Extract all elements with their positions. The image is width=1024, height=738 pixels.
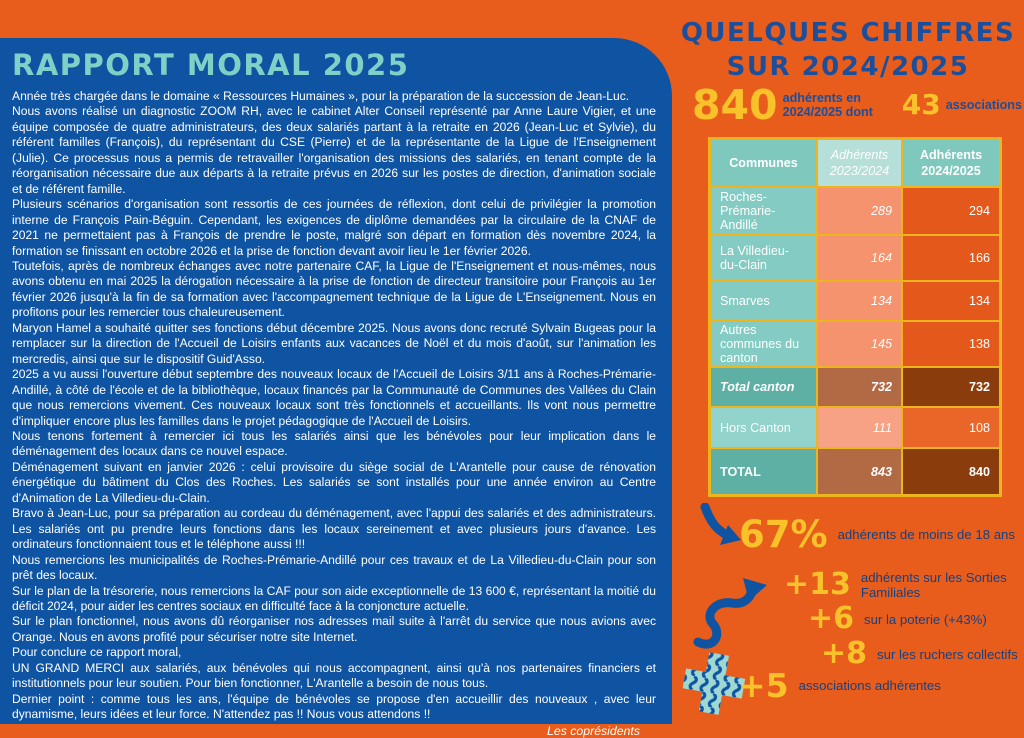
stat-value: +5 [738,666,789,705]
report-body [12,89,656,723]
stat-value: 67% [739,513,828,556]
paragraph: Dernier point : comme tous les ans, l'équipe de bénévoles se propose d'en accueillir des nouveaux , avec leur dynamisme, leurs idées et leur force. N'attendez pas !! Nous vous attendons !! [12,691,656,722]
stat-label: sur la poterie (+43%) [864,611,987,627]
arrow-down-icon [698,503,744,547]
stat-poterie [808,601,987,636]
arrow-up-squiggle-icon [688,572,776,652]
chiffres-title [676,16,1020,84]
paragraph: Nous remercions les municipalités de Roches-Prémarie-Andillé pour ces travaux et de La Villedieu-du-Clain pour son prêt des locaux. [12,552,656,583]
stat-ruchers [821,636,1018,671]
signature: Les coprésidents [547,723,640,738]
table-row-hors-canton: Hors Canton [711,408,816,447]
table-row-commune: Roches-Prémarie-Andillé [711,188,816,234]
table-row-value-2324: 145 [818,322,901,366]
stat-value: +6 [808,601,855,636]
stat-associations-adherentes [738,666,941,705]
stat-value: +8 [821,636,868,671]
chiffres-title-line2: SUR 2024/2025 [726,52,970,82]
paragraph: Pour conclure ce rapport moral, [12,645,182,660]
table-row-value-2425: 134 [903,282,999,320]
paragraph: Sur le plan fonctionnel, nous avons dû réorganiser nos adresses mail suite à l'arrêt du service que nous avions avec Orange. Nous en avons profité pour sécuriser notre site Internet. [12,614,656,644]
table-row-value-2324: 732 [818,368,901,406]
adherents-headline-text: adhérents en 2024/2025 dont [782,91,873,119]
stat-value: +13 [784,567,851,602]
table-row-value-2425: 294 [903,188,999,234]
stat-label: sur les ruchers collectifs [877,646,1018,662]
paragraph: Année très chargée dans le domaine « Ressources Humaines », pour la préparation de la succession de Jean-Luc. [12,89,630,103]
paragraph: Nous tenons fortement à remercier ici tous les salariés ainsi que les bénévoles pour leur implication dans le déménagement des locaux dans ce nouvel espace. [12,428,656,459]
table-row-value-2425: 108 [903,408,999,447]
stat-under-18 [739,513,1015,556]
associations-headline-text: associations [945,98,1022,112]
table-row-value-2425: 166 [903,236,999,280]
table-row-value-2324: 164 [818,236,901,280]
associations-number: 43 [901,88,941,121]
table-row-value-2425: 138 [903,322,999,366]
table-row-value-2425: 732 [903,368,999,406]
paragraph: 2025 a vu aussi l'ouverture début septembre des nouveaux locaux de l'Accueil de Loisirs 3/11 ans à Roches-Prémarie-Andillé, à côté de l'école et de la bibliothèque, locaux financés par la Communauté de Communes des Vallées du Clain que nous remercions vivement. Ces nouveaux locaux sont très fonctionnels et accueillants. Ils vont nous permettre d'impliquer encore plus les familles dans le projet pédagogique de l'Accueil de Loisirs. [12,367,656,428]
paragraph: Toutefois, après de nombreux échanges avec notre partenaire CAF, la Ligue de l'Enseignement et nous-mêmes, nous avons obtenu en mai 2025 la dérogation nécessaire à la prise de fonction de directeur transitoire pour François au 1er février 2026 jusqu'à la fin de sa formation avec l'accompagnement technique de la Ligue de L'Enseignement. Nous en profitons pour les remercier tous chaleureusement. [12,258,656,320]
paragraph: Bravo à Jean-Luc, pour sa préparation au cordeau du déménagement, avec l'appui des salariés et des administrateurs. Les salariés ont pu prendre leurs fonctions dans les locaux sereinement et avec plusieurs jours d'avance. Les ordinateurs fonctionnaient tous et le téléphone aussi !!! [12,506,656,552]
adherents-headline [692,81,1022,129]
table-row-value-2324: 843 [818,449,901,494]
adherents-total-number: 840 [692,81,778,129]
rapport-moral-panel [0,38,672,738]
stat-label: associations adhérentes [798,678,941,693]
table-header-2023-2024: Adhérents 2023/2024 [818,140,901,186]
stat-sorties-familiales [784,567,1024,602]
paragraph: Sur le plan de la trésorerie, nous remercions la CAF pour son aide exceptionnelle de 13 600 €, représentant la moitié du déficit 2024, pour aider les centres sociaux en difficulté face à la conjoncture actuelle. [12,583,656,613]
table-header-communes: Communes [711,140,816,186]
stat-label: adhérents sur les Sorties Familiales [860,570,1007,600]
table-row-commune: Autres communes du canton [711,322,816,366]
paragraph: Nous avons réalisé un diagnostic ZOOM RH, avec le cabinet Alter Conseil représenté par Anne Laure Vigier, et une équipe composée de quatre administrateurs, des deux salariés partant à la retraite en 2026 (Jean-Luc et Sylvie), du référent familles (François), du représentant du CSE (Pierre) et de la représentante de la Ligue de l'Enseignement (Julie). Ce processus nous a permis de retravailler l'organisation des missions des salariés, en tenant compte de la réorganisation nécessaire due aux départs à la retraite prévus en 2026 sur les postes de direction, d'animation sociale et de référent famille. [12,104,656,196]
paragraph: Plusieurs scénarios d'organisation sont ressortis de ces journées de réflexion, dont celui de privilégier la promotion interne de François Pain-Béguin. Cependant, les exigences de diplôme demandées par la circulaire de la CNAF de 2021 ne permettaient pas à François de prendre le poste, malgré son départ en formation dès novembre 2024, la formation se finissant en octobre 2026 et la prise de fonction devant avoir lieu le 1er février 2026. [12,197,656,258]
table-row-value-2324: 134 [818,282,901,320]
paragraph: Déménagement suivant en janvier 2026 : celui provisoire du siège social de L'Arantelle pour cause de rénovation énergétique du bâtiment du Clos des Roches. Les salariés se sont installés pour une année environ au Centre d'Animation de La Villedieu-du-Clain. [12,459,656,505]
table-row-total-canton: Total canton [711,368,816,406]
page-title: RAPPORT MORAL 2025 [12,48,410,82]
table-row-value-2324: 289 [818,188,901,234]
table-row-commune: La Villedieu-du-Clain [711,236,816,280]
adherents-table [708,137,1002,497]
paragraph: Maryon Hamel a souhaité quitter ses fonctions début décembre 2025. Nous avons donc recruté Sylvain Bugeas pour la remplacer sur la direction de l'Accueil de Loisirs enfants aux vacances de Noël et du mois d'août, sur l'animation les mercredis, ainsi que sur le dispositif Guid'Asso. [12,320,656,366]
table-row-total: TOTAL [711,449,816,494]
paragraph: UN GRAND MERCI aux salariés, aux bénévoles qui nous accompagnent, ainsi qu'à nos partenaires financiers et institutionnels pour leur soutien. Pour bien fonctionner, L'Arantelle a besoin de nous tous. [12,660,656,691]
table-row-value-2324: 111 [818,408,901,447]
table-header-2024-2025: Adhérents 2024/2025 [903,140,999,186]
stat-label: adhérents de moins de 18 ans [837,527,1015,542]
chiffres-title-line1: QUELQUES CHIFFRES [680,18,1016,48]
table-row-commune: Smarves [711,282,816,320]
table-row-value-2425: 840 [903,449,999,494]
